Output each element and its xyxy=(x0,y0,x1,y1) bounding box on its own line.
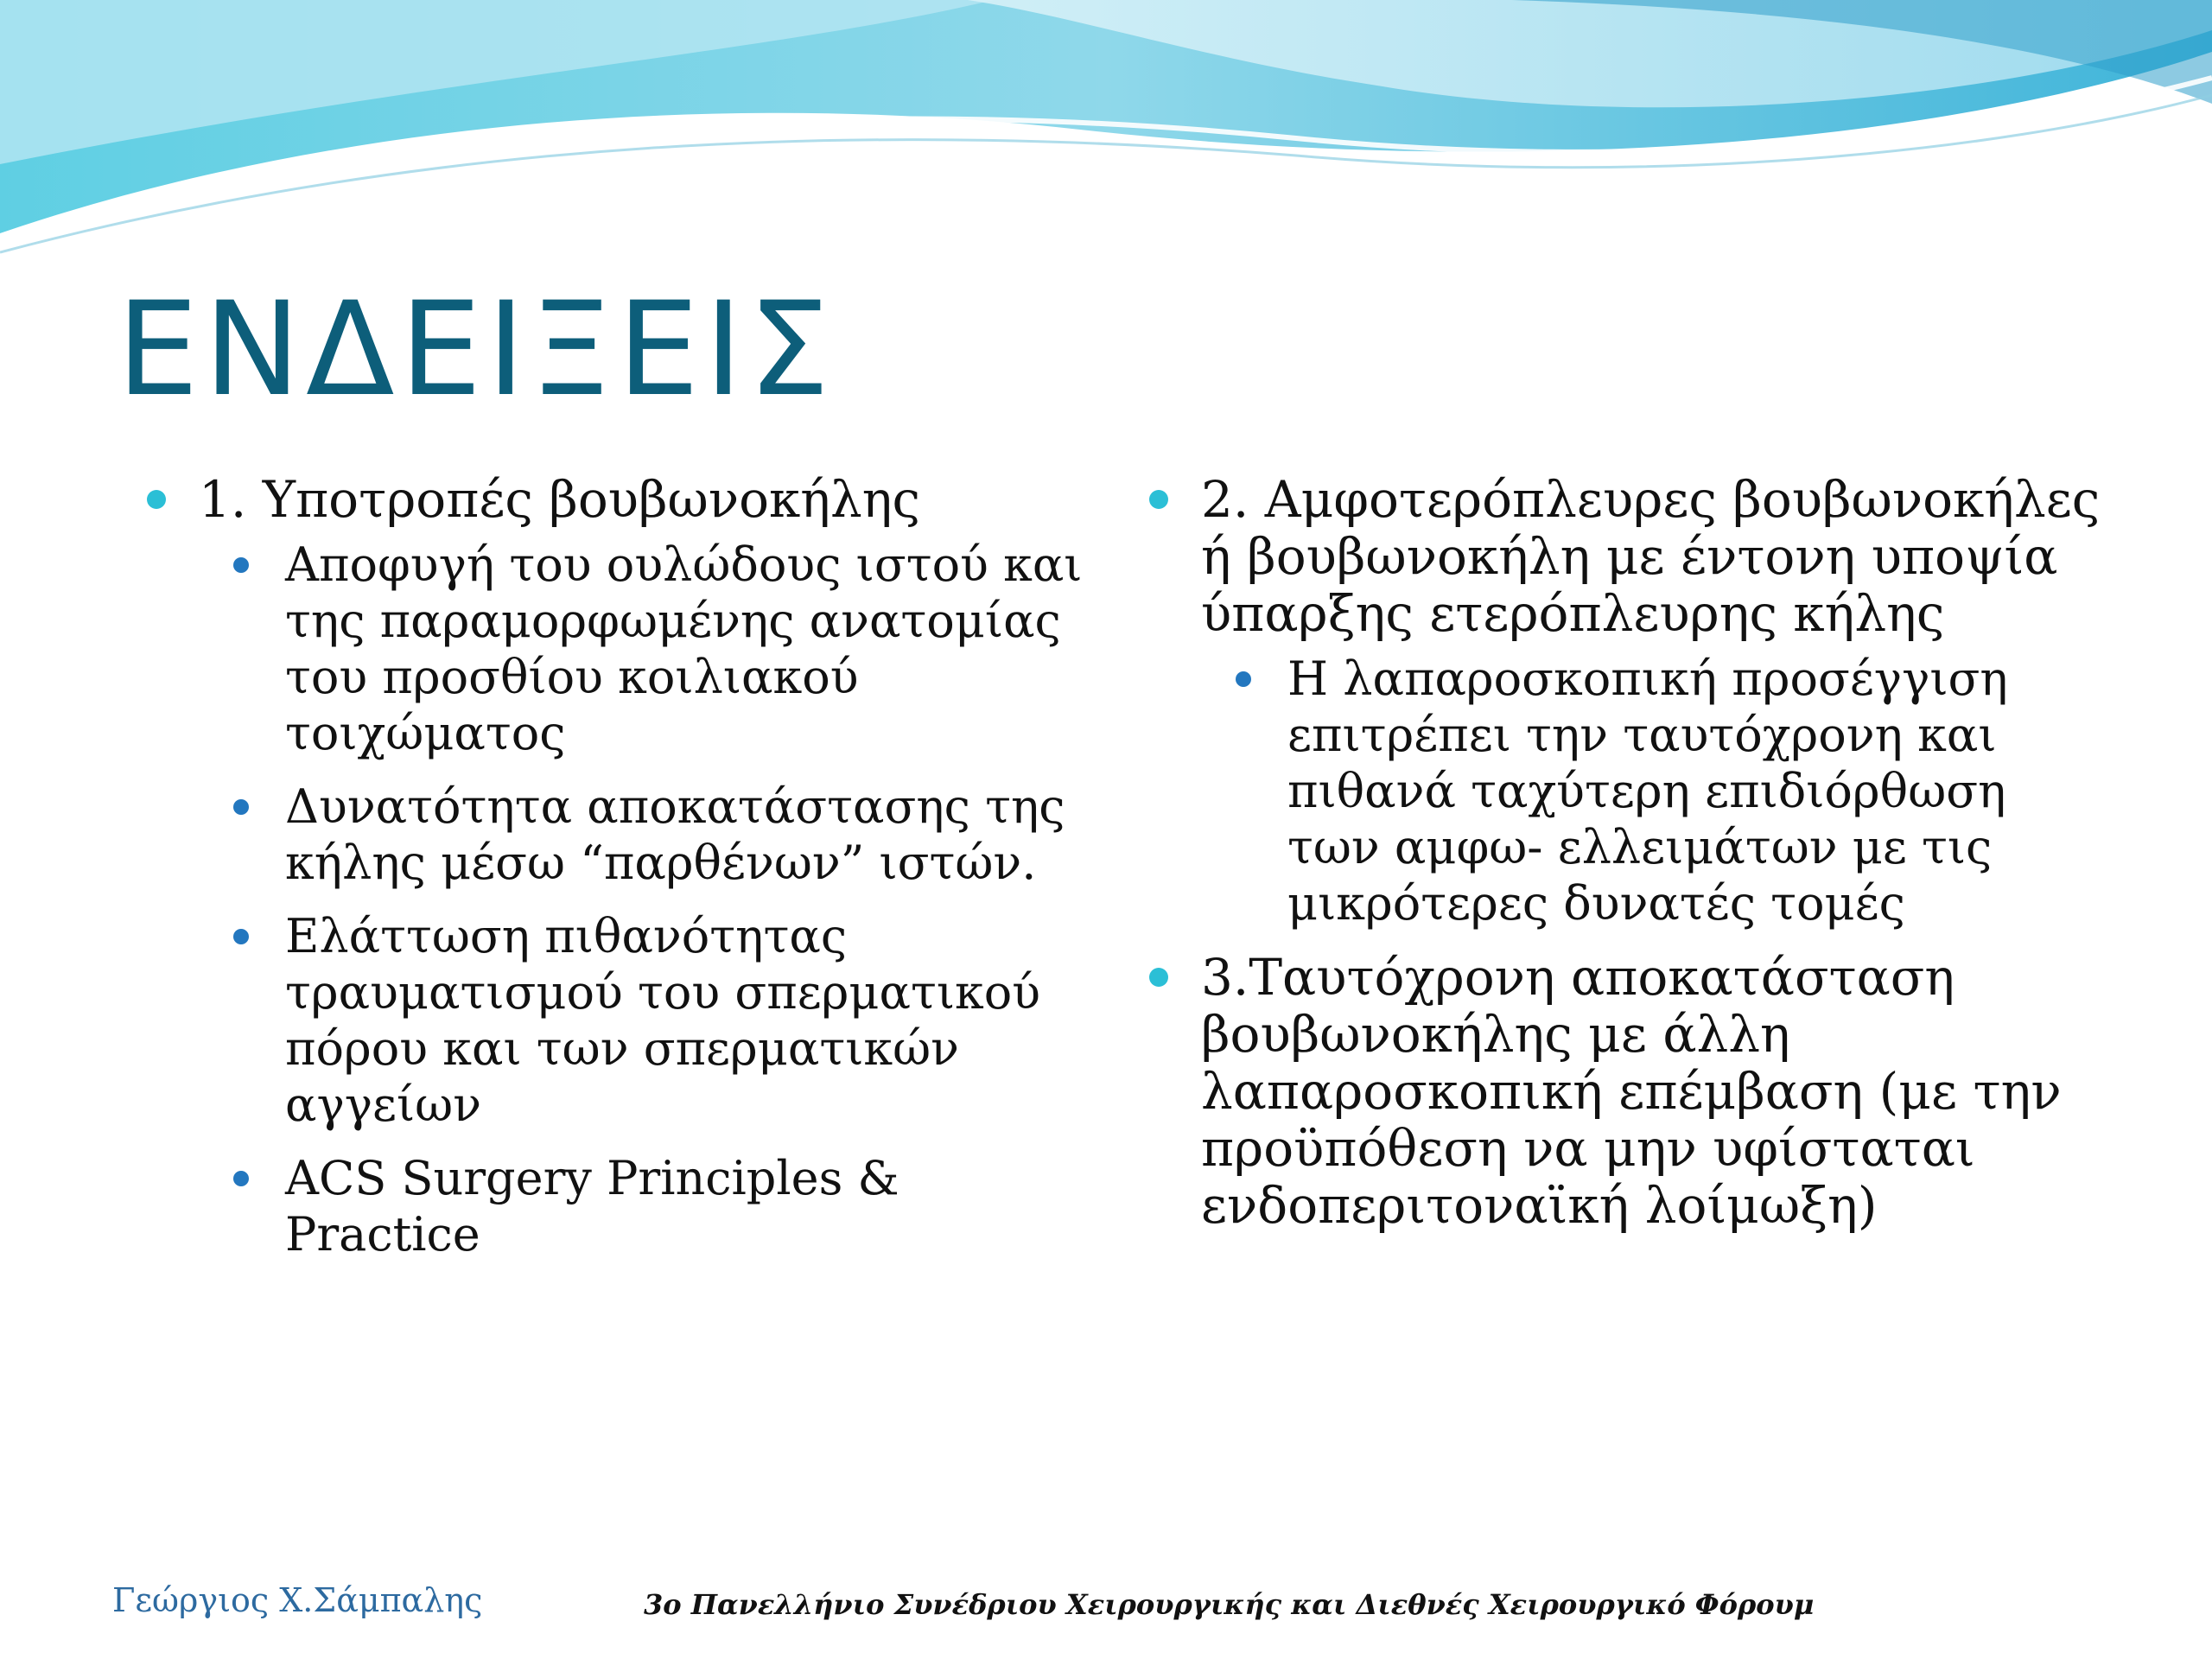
list-item xyxy=(1149,949,2108,1234)
bullet-icon xyxy=(1149,968,1168,987)
right-heading-2: 3.Ταυτόχρονη αποκατάσταση βουβωνοκήλης με άλλη λαπαροσκοπική επέμβαση (με την προϋπόθεση να μην υφίσταται ενδοπεριτοναϊκή λοίμωξη) xyxy=(1201,948,2062,1235)
bullet-icon xyxy=(1236,671,1251,687)
left-heading: 1. Υποτροπές βουβωνοκήλης xyxy=(199,470,920,529)
bullet-icon xyxy=(147,490,166,509)
sub-bullet-text: Η λαπαροσκοπική προσέγγιση επιτρέπει την ταυτόχρονη και πιθανά ταχύτερη επιδιόρθωση των αμφω- ελλειμάτων με τις μικρότερες δυνατές τομές xyxy=(1287,652,2008,931)
sub-bullet-text: Δυνατότητα αποκατάστασης της κήλης μέσω “παρθένων” ιστών. xyxy=(285,779,1065,890)
right-heading: 2. Αμφοτερόπλευρες βουβωνοκήλες ή βουβωνοκήλη με έντονη υποψία ύπαρξης ετερόπλευρης κήλης xyxy=(1201,470,2101,643)
list-item xyxy=(233,1150,1089,1262)
list-item xyxy=(1236,651,2108,931)
slide-title: ΕΝΔΕΙΞΕΙΣ xyxy=(117,275,836,425)
footer-author: Γεώργιος Χ.Σάμπαλης xyxy=(112,1581,483,1619)
bullet-icon xyxy=(233,557,249,573)
right-column xyxy=(1149,471,2108,1243)
left-column xyxy=(147,471,1089,1280)
list-item xyxy=(233,779,1089,891)
list-item xyxy=(233,537,1089,761)
list-item xyxy=(1149,471,2108,642)
sub-bullet-text: ACS Surgery Principles & Practice xyxy=(285,1151,899,1262)
decorative-wave-banner xyxy=(0,0,2212,259)
list-item xyxy=(233,908,1089,1133)
sub-bullet-text: Αποφυγή του ουλώδους ιστού και της παραμορφωμένης ανατομίας του προσθίου κοιλιακού τοιχώματος xyxy=(285,537,1083,760)
sub-bullet-text: Ελάττωση πιθανότητας τραυματισμού του σπερματικού πόρου και των σπερματικών αγγείων xyxy=(285,909,1041,1132)
bullet-icon xyxy=(1149,490,1168,509)
bullet-icon xyxy=(233,799,249,815)
bullet-icon xyxy=(233,1171,249,1186)
footer-conference: 3ο Πανελλήνιο Συνέδριου Χειρουργικής και Διεθνές Χειρουργικό Φόρουμ xyxy=(644,1588,1815,1621)
list-item xyxy=(147,471,1089,528)
bullet-icon xyxy=(233,929,249,944)
